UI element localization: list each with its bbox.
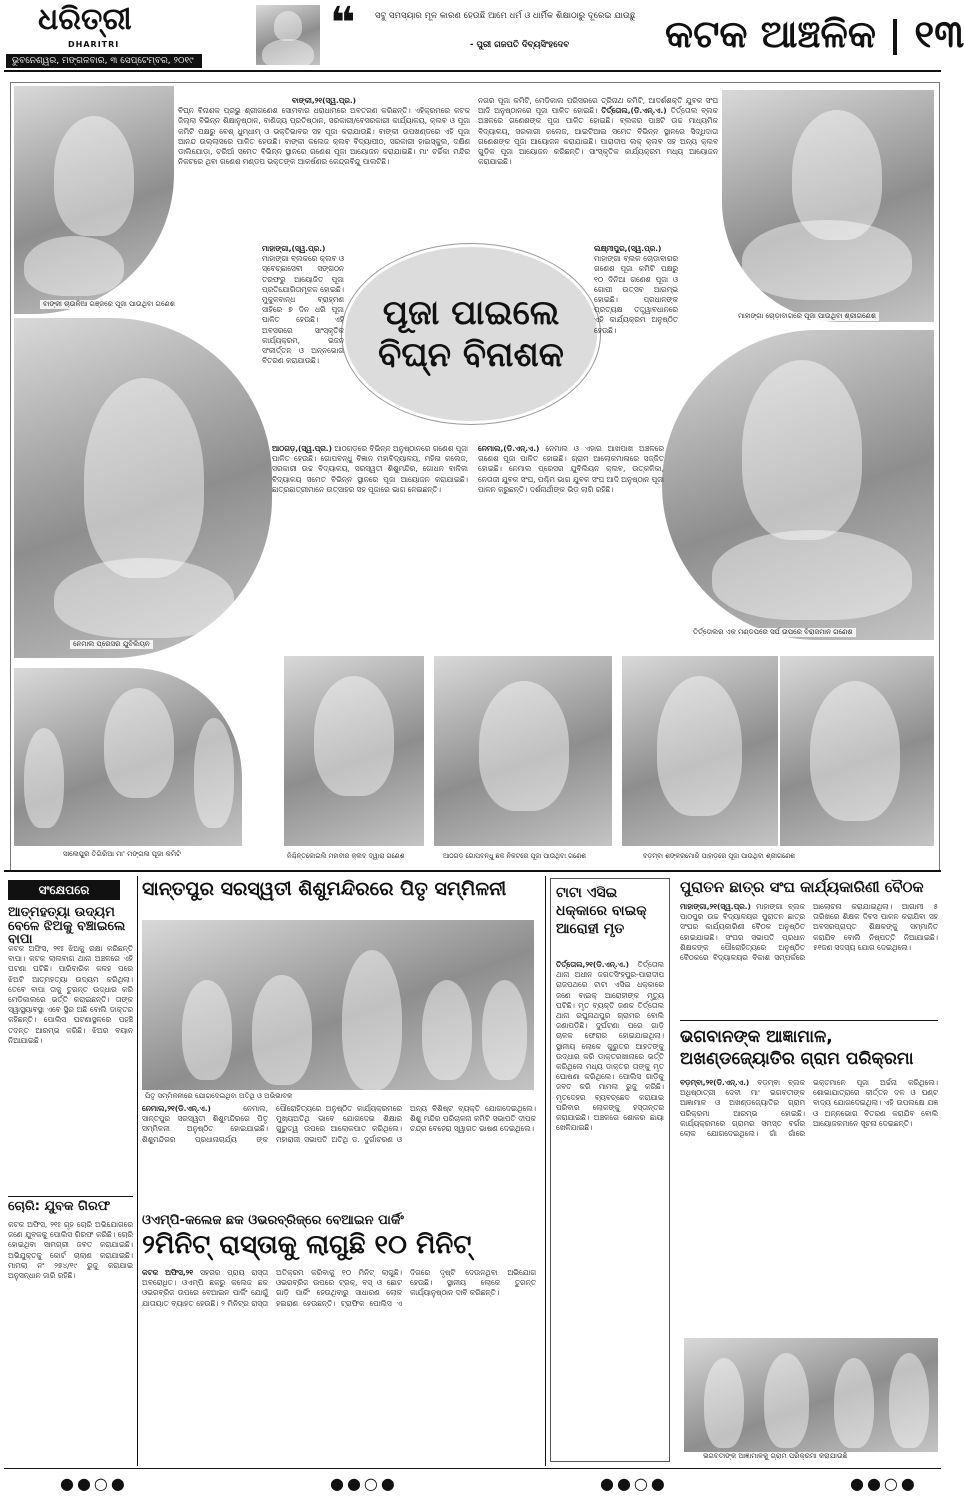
story6-caption: ଭଗବତୀଙ୍କ ଆଜ୍ଞାମାଳକୁ ଗ୍ରାମ ପରିକ୍ରମା କରାଯାଉଛି xyxy=(700,1452,850,1461)
lead-col2b xyxy=(594,244,678,444)
story5-text: ମାହାଙ୍ଗା ବ୍ଲକ ପାଠପୁର ଉଚ୍ଚ ବିଦ୍ୟାଳୟର ପୁରାତନ ଛାତ୍ର ସଂଘର କାର୍ଯ୍ୟକାରିଣୀ ବୈଠକ ଅନୁଷ୍ଠିତ ହୋଇଯାଇଛି। ସଂଘର ସଭାପତି ପ୍ରଧାନ ଶିକ୍ଷକଙ୍କ ପୌରୋହିତ୍ୟରେ ଅନୁଷ୍ଠିତ ବୈଠକରେ ବିଦ୍ୟାଳୟର ବିକାଶ ସମ୍ପର୍କରେ ଆଲୋଚନା କରାଯାଇଥିଲା। ଆଗାମୀ ୫ ତାରିଖରେ ଶିକ୍ଷକ ଦିବସ ପାଳନ କରାଯିବା ସହ ଅବସରପ୍ରାପ୍ତ ଶିକ୍ଷକଙ୍କୁ ସମ୍ମାନିତ କରାଯିବ ବୋଲି ନିଷ୍ପତ୍ତି ନିଆଯାଇଛି। ୫୧ଜଣ ସଦସ୍ୟ ଯୋଗ ଦେଇଥିଲେ। xyxy=(680,902,938,963)
lead-col2b-text: ମାହାଙ୍ଗା ବ୍ଲକ ଚୋଡ଼ାବାଗର ଗଣେଶ ପୂଜା କମିଟି ପକ୍ଷରୁ ୧୦ ଦିନିଆ ଗଣେଶ ପୂଜା ଓ ଗୋପୀ ଉତ୍ସବ ଆରମ୍ଭ ହୋଇଛି। ପ୍ରଧାନଙ୍କ ପ୍ରତ୍ୟକ୍ଷ ତତ୍ତ୍ୱାବଧାନରେ ଏହି କାର୍ଯ୍ୟକ୍ରମ ଅନୁଷ୍ଠିତ ହେଉଛି। xyxy=(594,254,678,335)
section-divider xyxy=(4,870,941,872)
brief-label: ସଂକ୍ଷେପରେ xyxy=(38,883,90,897)
story4-dateline: ତିର୍ତ୍ତୋଲ,୨୧(ଡି.ଏନ୍.ଏ.) xyxy=(556,960,630,969)
lead-col1c-text: ଆଠଗଡ଼ରେ ବିଭିନ୍ନ ଅନୁଷ୍ଠାନରେ ଗଣେଶ ପୂଜା ପାଳିତ ହେଉଛି। ଗୋପବନ୍ଧୁ ବିଜ୍ଞାନ ମହାବିଦ୍ୟାଳୟ, ମହିଳା କଲେଜ, ସରକାରୀ ଉଚ୍ଚ ବିଦ୍ୟାଳୟ, ସରସ୍ୱତୀ ଶିଶୁମନ୍ଦିର, ଗୋଧନ ବାଳିକା ବିଦ୍ୟାଳୟ ସମେତ ବିଭିନ୍ନ ସ୍ଥାନରେ ପୂଜା ଆୟୋଜନ କରାଯାଇଛି। ଛାତ୍ରଛାତ୍ରୀମାନେ ଉତ୍ସାହର ସହ ପୂଜାରେ ଭାଗ ନେଇଛନ୍ତି। xyxy=(272,444,469,494)
lead-col2c-text: ନେମାଲ ଓ ଏହାର ଆଖପାଖ ଅଞ୍ଚଳରେ ଗଣେଶ ପୂଜା ପାଳିତ ହୋଇଛି। ଗ୍ରାମ ଆଲୋକମାଳାରେ ସଜ୍ଜିତ ହୋଇଛି। ନେମାଲ ପ୍ରେସର ଯୁବିଲିୟନ କ୍ଲବ, ଉତ୍କଳିକା, ନେତାଜୀ ଯୁବକ ସଂଘ, ପଶ୍ଚିମ ଭାଗ ଯୁବକ ସଂଘ ଆଦି ଅନୁଷ୍ଠାନ ପୂଜା ପାଳନ କରୁଛନ୍ତି। ଦର୍ଶନାର୍ଥୀଙ୍କ ଭିଡ଼ ଲାଗି ରହିଛି। xyxy=(478,444,664,494)
lead-col2-dateline: ତିର୍ତ୍ତୋଲ,(ଡି.ଏନ୍.ଏ.) xyxy=(601,106,667,116)
story6-headline: ଭଗବାନଙ୍କ ଆଜ୍ଞାମାଳ, ଅଖଣ୍ଡଜ୍ୟୋତିର ଗ୍ରାମ ପରିକ୍ରମା xyxy=(680,1027,914,1069)
logo xyxy=(8,2,158,52)
story5-headline: ପୁରାତନ ଛାତ୍ର ସଂଘ କାର୍ଯ୍ୟକାରିଣୀ ବୈଠକ xyxy=(680,878,924,896)
story2-photo xyxy=(142,920,534,1090)
photo-badamba-ganesh-2 xyxy=(780,656,934,846)
dateline-bar xyxy=(6,54,202,68)
footer-dots-icon-2: ●●○● xyxy=(330,1474,398,1493)
quote-portrait xyxy=(256,5,320,65)
story3-headline: ୨ମିନିଟ୍ ରାସ୍ତାକୁ ଲାଗୁଛି ୧୦ ମିନିଟ୍ xyxy=(142,1230,472,1260)
story3-column-rule xyxy=(545,876,546,1466)
caption-tirtol: ତିର୍ତ୍ତୋଲର ଏକ ମଣ୍ଡପରେ ସର୍ପ ଉପରେ ବିରାଜମାନ ଗଣେଶ xyxy=(690,628,856,637)
caption-athagarh: ଆଠଗଡ଼ ଗୋପବନ୍ଧୁ ଛକ ନିକଟରେ ପୂଜା ପାଉଥିବା ଗଣେଶ xyxy=(440,852,589,861)
photo-athagarh-ganesh xyxy=(434,656,612,846)
caption-badamba: ବଡ଼ମ୍ବା ଶଙ୍କରମୋରି ପାହାଡ଼ରେ ପୂଜା ପାଉଥିବା ଶ୍ରୀଗଣେଶ xyxy=(640,852,798,861)
lead-col1b xyxy=(262,244,344,444)
lead-col2c-dateline: ନେମାଲ,(ଡି.ଏନ୍.ଏ.) xyxy=(478,444,540,453)
brief-item2-text: କଟକ ଅଫିସ, ୨୧ଃ ଗୃହ ଚୋରି ଅଭିଯୋଗରେ ଜଣେ ଯୁବକକୁ ପୋଲିସ ଗିରଫ କରିଛି। ଚୋରି ହୋଇଥିବା ସାମଗ୍ରୀ ଜବତ କରାଯାଇଛି। ଅଭିଯୁକ୍ତକୁ କୋର୍ଟ ଚାଲାଣ କରାଯାଇଛି। ମାମଲା ନଂ ୨୭୪/୧୯ ରୁଜୁ କରାଯାଇ ଅନୁସନ୍ଧାନ ଜାରି ରହିଛି। xyxy=(8,1220,133,1281)
brief-item1-title: ଆତ୍ମହତ୍ୟା ଉଦ୍ୟମ ବେଳେ ଝିଅକୁ ବଞ୍ଚାଇଲେ ବାପା xyxy=(8,905,126,948)
brief-divider xyxy=(8,1196,133,1197)
lead-col1 xyxy=(178,96,470,242)
story3-body xyxy=(142,1268,536,1458)
logo-subtext: DHARITRI xyxy=(68,40,120,49)
photo-nischintakoili-ganesh xyxy=(284,656,424,846)
lead-headline-circle xyxy=(342,244,600,424)
caption-banki: ବାଙ୍କୀ ଚାଉଳିଆ ଗଞ୍ଜରେ ପୂଜା ପାଉଥିବା ଗଣେଶ xyxy=(40,300,178,309)
story6-dateline: ବଡ଼ମ୍ବା,୨୧(ଡି.ଏନ୍.ଏ.) xyxy=(680,1078,750,1087)
caption-nemal: ନେମାଲ ପ୍ରେସର ଯୁବିଲିୟନ xyxy=(70,640,153,649)
section-name: କଟକ ଆଞ୍ଚଳିକ xyxy=(665,12,876,56)
lead-col2 xyxy=(478,96,718,242)
lead-col2c xyxy=(478,444,664,650)
quote-author: - ପୁରୀ ଗଜପତି ଦିବ୍ୟସିଂହଦେବ xyxy=(470,40,570,50)
masthead xyxy=(0,0,964,72)
lead-col2-text: ନଗର ପୂଜା କମିଟି, ମେଡିକାଲ ପରିସରରେ ତ୍ରିନାଥ କମିଟି, ଆଦର୍ଶଶକ୍ତି ଯୁବକ ସଂଘ ଆଦି ଅନୁଷ୍ଠାନରେ ପୂଜା ପାଳିତ ହୋଇଛି। xyxy=(478,96,718,116)
story2-dateline: ନେମାଲ,୨୧(ଡି.ଏନ୍.ଏ.) xyxy=(142,1104,211,1113)
footer-dots-icon-4: ●●○● xyxy=(850,1474,918,1493)
quote-text: ସବୁ ସମସ୍ୟାର ମୂଳ କାରଣ ହେଉଛି ଆମେ ଧର୍ମ ଓ ଧାର୍ମିକ ଶିକ୍ଷାଠାରୁ ଦୂରେଇ ଯାଉଛୁ xyxy=(375,11,636,21)
story6-text: ବଡ଼ମ୍ବା ବ୍ଲକ ଅଧିଷ୍ଠାତ୍ରୀ ଦେବୀ ମା' ଭଗବତୀଙ୍କ ଆଜ୍ଞାମାଳ ଓ ଅଖଣ୍ଡଜ୍ୟୋତିର ଗ୍ରାମ ପରିକ୍ରମା ଆରମ୍ଭ ହୋଇଛି। କାର୍ଯ୍ୟକ୍ରମରେ ଗ୍ରାମର ସମସ୍ତ ବର୍ଗର ଲୋକ ଯୋଗଦେଇଥିଲେ। ଗାଁ ଗାଁରେ ଭକ୍ତମାନେ ପୂଜା ଅର୍ଚ୍ଚନା କରିଥିଲେ। ଶୋଭାଯାତ୍ରାରେ କୀର୍ତ୍ତନ ଦଳ ଓ ଘଣ୍ଟ ବାଦ୍ୟ ଯୋଗଦେଇଥିଲା। ଏହି ଉପଲକ୍ଷେ ଯଜ୍ଞ ଓ ଅନ୍ନଭୋଗ ବିତରଣ କରାଯିବ ବୋଲି ଆୟୋଜକମାନେ ସୂଚନା ଦେଇଛନ୍ତି। xyxy=(680,1078,938,1139)
footer-dots-icon-1: ●●○● xyxy=(60,1474,128,1493)
story3-text: ସହରର ପ୍ରାୟ ରାସ୍ତା ଅବରୋଧିତ। ଓଏମ୍‌ପି ଛକରୁ କଲେଜ ଛକ ଓଭରବ୍ରିଜ ଉପରେ ବେଆଇନ ପାର୍କିଂ ଯୋଗୁଁ ଯାତାୟାତ ବ୍ୟାହତ ହେଉଛି। ୨ ମିନିଟ୍‌ର ରାସ୍ତା ଅତିକ୍ରମ କରିବାକୁ ୧୦ ମିନିଟ୍ ଲାଗୁଛି। ଓଭରବ୍ରିଜ ଉପରେ ଟ୍ରକ୍, ବସ୍ ଓ ଛୋଟ ଗାଡ଼ି ପାର୍କିଂ ହେଉଥିବାରୁ ସାଧାରଣ ଲୋକ ହଇରାଣ ହେଉଛନ୍ତି। ଟ୍ରାଫିକ ପୋଲିସ ଏ ଦିଗରେ ଦୃଷ୍ଟି ଦେଉନଥିବା ଅଭିଯୋଗ ହେଉଛି। ସ୍ଥାନୀୟ ଲୋକେ ତୁରନ୍ତ କାର୍ଯ୍ୟାନୁଷ୍ଠାନ ଦାବି କରିଛନ୍ତି। xyxy=(142,1268,536,1308)
story5-divider xyxy=(680,1020,938,1021)
story5-body xyxy=(680,902,938,1018)
photo-badamba-ganesh-1 xyxy=(622,656,778,846)
lead-col1b-text: ମାହାଙ୍ଗା ବ୍ଲକରେ କ୍ଲବ ଓ ସ୍ବେଚ୍ଛାସେବୀ ସଙ୍ଗଠନ ତରଫରୁ ଆୟୋଜିତ ପୂଜା ପ୍ରତିଯୋଗିତାମୂଳକ ହୋଇଛି। ମୁକୁଳବାନ୍ଧ ବ୍ରାହ୍ମଣ ସାହିରେ ୭ ଦିନ ଧରି ପୂଜା ପାଳିତ ହେଉଛି। ଏହି ଅବସରରେ ସାଂସ୍କୃତିକ କାର୍ଯ୍ୟକ୍ରମ, ଭଜନ ସଂକୀର୍ତ୍ତନ ଓ ଅନ୍ନଭୋଗ ବିତରଣ କରାଯାଉଛି। xyxy=(262,254,344,366)
story2-text: ନେମାଲ, ସାନ୍ତପୁର ସରସ୍ୱତୀ ଶିଶୁମନ୍ଦିରରେ ପିତୃ ସମ୍ମିଳନୀ ଅନୁଷ୍ଠିତ ହୋଇଯାଇଛି। ଶିଶୁମନ୍ଦିରର ପ୍ରଧାନାଚାର୍ଯ୍ୟ ଙ୍କ ପୌରୋହିତ୍ୟରେ ଅନୁଷ୍ଠିତ କାର୍ଯ୍ୟକ୍ରମରେ ମୁଖ୍ୟଅତିଥି ଭାବେ ଯୋଗଦେଇ ଶିକ୍ଷାର ଗୁରୁତ୍ୱ ଉପରେ ଆଲୋକପାତ କରିଥିଲେ। ମହାରାଜୀ ସଭାପତି ଅତିଥି ଡ. ଦୁର୍ଗାଚରଣ ଓ ଅନ୍ୟ ବିଶିଷ୍ଟ ବ୍ୟକ୍ତି ଯୋଗଦେଇଥିଲେ। ଶିଶୁ ମନ୍ଦିର ପରିଚାଳନା କମିଟି ସଭାପତି ଦୀପକ ଚନ୍ଦ୍ର ବେହେରା ସ୍ୱାଗତ ଭାଷଣ ଦେଇଥିଲେ। xyxy=(142,1104,536,1144)
story4-text: ତିର୍ତ୍ତୋଲ ଥାନା ଅଧୀନ ଜଗତସିଂହପୁର-ପାରାଦୀପ ରାଜପଥରେ ଟାଟା ଏସିଇ ଧକ୍କାରେ ଜଣେ ବାଇକ୍ ଆରୋହୀଙ୍କ ମୃତ୍ୟୁ ଘଟିଛି। ମୃତ ବ୍ୟକ୍ତି ଜଣକ ତିର୍ତ୍ତୋଲ ଥାନା ରଘୁନାଥପୁର ଗ୍ରାମର ବୋଲି ଜଣାପଡ଼ିଛି। ଦୁର୍ଘଟଣା ପରେ ଗାଡ଼ି ଚାଳକ ଫେରାର ହୋଇଯାଇଥିଲା। ସ୍ଥାନୀୟ ଲୋକେ ଗୁରୁତର ଆହତଙ୍କୁ ଉଦ୍ଧାର କରି ଡାକ୍ତରଖାନାରେ ଭର୍ତ୍ତି କରିଥିଲେ ମଧ୍ୟ ଡାକ୍ତର ତାଙ୍କୁ ମୃତ ଘୋଷଣା କରିଥିଲେ। ପୋଲିସ ଗାଡ଼ିକୁ ଜବତ କରି ମାମଲା ରୁଜୁ କରିଛି। ମୃତଦେହର ବ୍ୟବଚ୍ଛେଦ କରାଯାଇ ପରିବାର ଲୋକଙ୍କୁ ହସ୍ତାନ୍ତର କରାଯାଇଛି। ଅଞ୍ଚଳରେ ଶୋକର ଛାୟା ଖେଳିଯାଇଛି। xyxy=(556,960,664,1133)
lead-col1-text: ବିଘ୍ନ ବିନାଶକ ପ୍ରଭୁ ଶ୍ରୀଗଣେଶ ସୋମବାର ଧରାଧାମରେ ଅବତରଣ କରିଛନ୍ତି। ଏହିକ୍ରମରେ କଟକ ଜିଲ୍ଲା ବିଭିନ୍ନ ଶିକ୍ଷାନୁଷ୍ଠାନ, ବାଣିଜ୍ୟ ପ୍ରତିଷ୍ଠାନ, ସରକାରୀ/ବେସରକାରୀ କାର୍ଯ୍ୟାଳୟ, କ୍ଲବ ଓ ପୂଜା କମିଟି ପକ୍ଷରୁ ବେଶ୍ ଧୁମ୍‌ଧାମ୍ ଓ ଭକ୍ତିଭାବର ସହ ପୂଜା କରାଯାଉଛି। ବାଙ୍କୀ ଉପଖଣ୍ଡରେ ଏହି ପୂଜା ଆନନ୍ଦ ଉଲ୍ଲାସରେ ପାଳିତ ହେଉଛି। ବାଙ୍କୀ କଲେଜ କ୍ଲବ ବିଦ୍ୟାପୀଠ, ସରକାରୀ ହାଇସ୍କୁଲ, ଦକ୍ଷିଣ ଡାଲିଯୋଡ଼ା, ଚରିଆଁ ସମେତ ବିଭିନ୍ନ ସ୍ଥାନରେ ଗଣେଶ ପୂଜା ଆୟୋଜନ କରାଯାଇଛି। ମା' ଚର୍ଚ୍ଚିକା ମନ୍ଦିର ନିକଟରେ ଥିବା ଗଣେଶ ମଣ୍ଡପ ଭକ୍ତଙ୍କ ଆକର୍ଷଣର କେନ୍ଦ୍ରବିନ୍ଦୁ ପାଲଟିଛି। xyxy=(178,106,470,167)
masthead-rule xyxy=(4,70,941,72)
story4-headline: ଟାଟା ଏସିଇ ଧକ୍କାରେ ବାଇକ୍ ଆରୋହୀ ମୃତ xyxy=(556,885,647,937)
caption-mahanga: ମାହାଙ୍ଗା ଚୋଡ଼ାବାଗରେ ପୂଜା ପାଉଥିବା ଶ୍ରୀଗଣେଶ xyxy=(735,312,879,321)
story3-dateline: କଟକ ଅଫିସ,୨୧ xyxy=(142,1268,194,1277)
lead-col1c xyxy=(272,444,468,650)
lead-col2-body: ତିର୍ତ୍ତୋଲ ବ୍ଲକ ଅଞ୍ଚଳରେ ଗଣେଶଙ୍କ ପୂଜା ପାଳିତ ହୋଇଛି। ବ୍ଲକର ପାଞ୍ଚଟି ଉଚ୍ଚ ମାଧ୍ୟମିକ ବିଦ୍ୟାଳୟ, ସରକାରୀ କଲେଜ, ଆଇଟିଆଇ ସମେତ ବିଭିନ୍ନ ସ୍ଥାନରେ ସିଦ୍ଧିଦାତା ଗଣେଶଙ୍କ ପୂଜା ଆୟୋଜନ କରାଯାଇଛି। ପାରାଦୀପ ଲକ୍ କ୍ଲବ ସହ ଅନ୍ୟ କ୍ଲବ ଗୁଡ଼ିକ ପୂଜା ଆୟୋଜନ କରିଛନ୍ତି। ସାଂସ୍କୃତିକ କାର୍ଯ୍ୟକ୍ରମ ମଧ୍ୟ ଆୟୋଜନ କରାଯାଇଛି। xyxy=(478,106,718,167)
dateline: ଭୁବନେଶ୍ୱର, ମଙ୍ଗଳବାର, ୩ ସେପ୍ଟେମ୍ବର, ୨୦୧୯ xyxy=(12,56,194,66)
brief-item2-title: ଚୋରି: ଯୁବକ ଗିରଫ xyxy=(8,1199,111,1214)
footer-rule xyxy=(4,1468,941,1469)
brief-column-rule xyxy=(137,876,138,1466)
lead-col1-dateline: ବାଙ୍କୀ,୨୧(ସ୍ୱ.ପ୍ର.) xyxy=(291,96,357,105)
lead-col1c-dateline: ଆଠଗଡ଼,(ସ୍ୱ.ପ୍ର.) xyxy=(272,444,332,453)
story3-kicker: ଓଏମ୍‌ପି-କଲେଜ ଛକ ଓଭରବ୍ରିଜ୍‌ରେ ବେଆଇନ ପାର୍କିଂ xyxy=(142,1213,404,1228)
story6-body xyxy=(680,1078,938,1332)
lead-col2b-dateline: ଲକ୍ଷ୍ମୀପୁର,(ସ୍ୱ.ପ୍ର.) xyxy=(594,244,662,253)
story2-body xyxy=(142,1104,536,1212)
caption-nischintakoili: ନିଶ୍ଚିନ୍ତକୋଇଲି ମହାବୀର କ୍ଲବ ଦ୍ୱାରା ଗଣେଶ xyxy=(284,852,408,861)
story2-caption: ପିତୃ ସମ୍ମିଳନୀରେ ଯୋଗଦେଇଥିବା ଅତିଥି ଓ ଅଭିଭାବକ xyxy=(142,1092,295,1101)
lead-headline-line1: ପୂଜା ପାଇଲେ xyxy=(382,293,560,333)
story4-body xyxy=(556,960,664,1454)
quote-mark-icon: ❝ xyxy=(330,0,356,49)
story2-headline: ସାନ୍ତପୁର ସରସ୍ୱତୀ ଶିଶୁମନ୍ଦିରରେ ପିତୃ ସମ୍ମିଳନୀ xyxy=(142,878,507,900)
page-number: ୧୩ xyxy=(914,12,964,56)
brief-label-box xyxy=(8,880,120,900)
caption-salepur: ସାଲେପୁର ତିଗିରିଆ ମା' ମଙ୍ଗଳା ପୂଜା କମିଟି xyxy=(60,850,184,859)
footer-dots-icon-3: ●●○● xyxy=(600,1474,668,1493)
story5-dateline: ମାହାଙ୍ଗା,୨୧(ସ୍ୱ.ପ୍ର.) xyxy=(680,902,751,911)
brief-item1-text: କଟକ ଅଫିସ, ୨୧ଃ ଝିଅକୁ ରକ୍ଷା କରିଛନ୍ତି ବାପା। କଟକ ଲାଲବାଗ ଥାନା ଅଞ୍ଚଳରେ ଏହି ଘଟଣା ଘଟିଛି। ପାରିବାରିକ କଳହ ପରେ ଝିଅଟି ଆତ୍ମହତ୍ୟା ଉଦ୍ୟମ କରିଥିଲା। ତେବେ ବାପା ତାକୁ ତୁରନ୍ତ ଉଦ୍ଧାର କରି ମେଡିକାଲରେ ଭର୍ତ୍ତି କରାଇଛନ୍ତି। ତାଙ୍କ ସ୍ୱାସ୍ଥ୍ୟାବସ୍ଥା ଏବେ ସ୍ଥିର ଅଛି ବୋଲି ଡାକ୍ତର କହିଛନ୍ତି। ପୋଲିସ ଘଟଣାସ୍ଥଳରେ ପହଞ୍ଚି ତଦନ୍ତ ଆରମ୍ଭ କରିଛି। ଝିଅର ବୟାନ ନିଆଯାଇଛି। xyxy=(8,944,133,1045)
lead-col1b-dateline: ମାହାଙ୍ଗା,(ସ୍ୱ.ପ୍ର.) xyxy=(262,244,326,253)
lead-headline-line2: ବିଘ୍ନ ବିନାଶକ xyxy=(378,335,564,375)
section-title xyxy=(665,4,964,64)
logo-text: ଧରିତ୍ରୀ xyxy=(38,2,132,37)
story6-photo xyxy=(684,1338,938,1452)
